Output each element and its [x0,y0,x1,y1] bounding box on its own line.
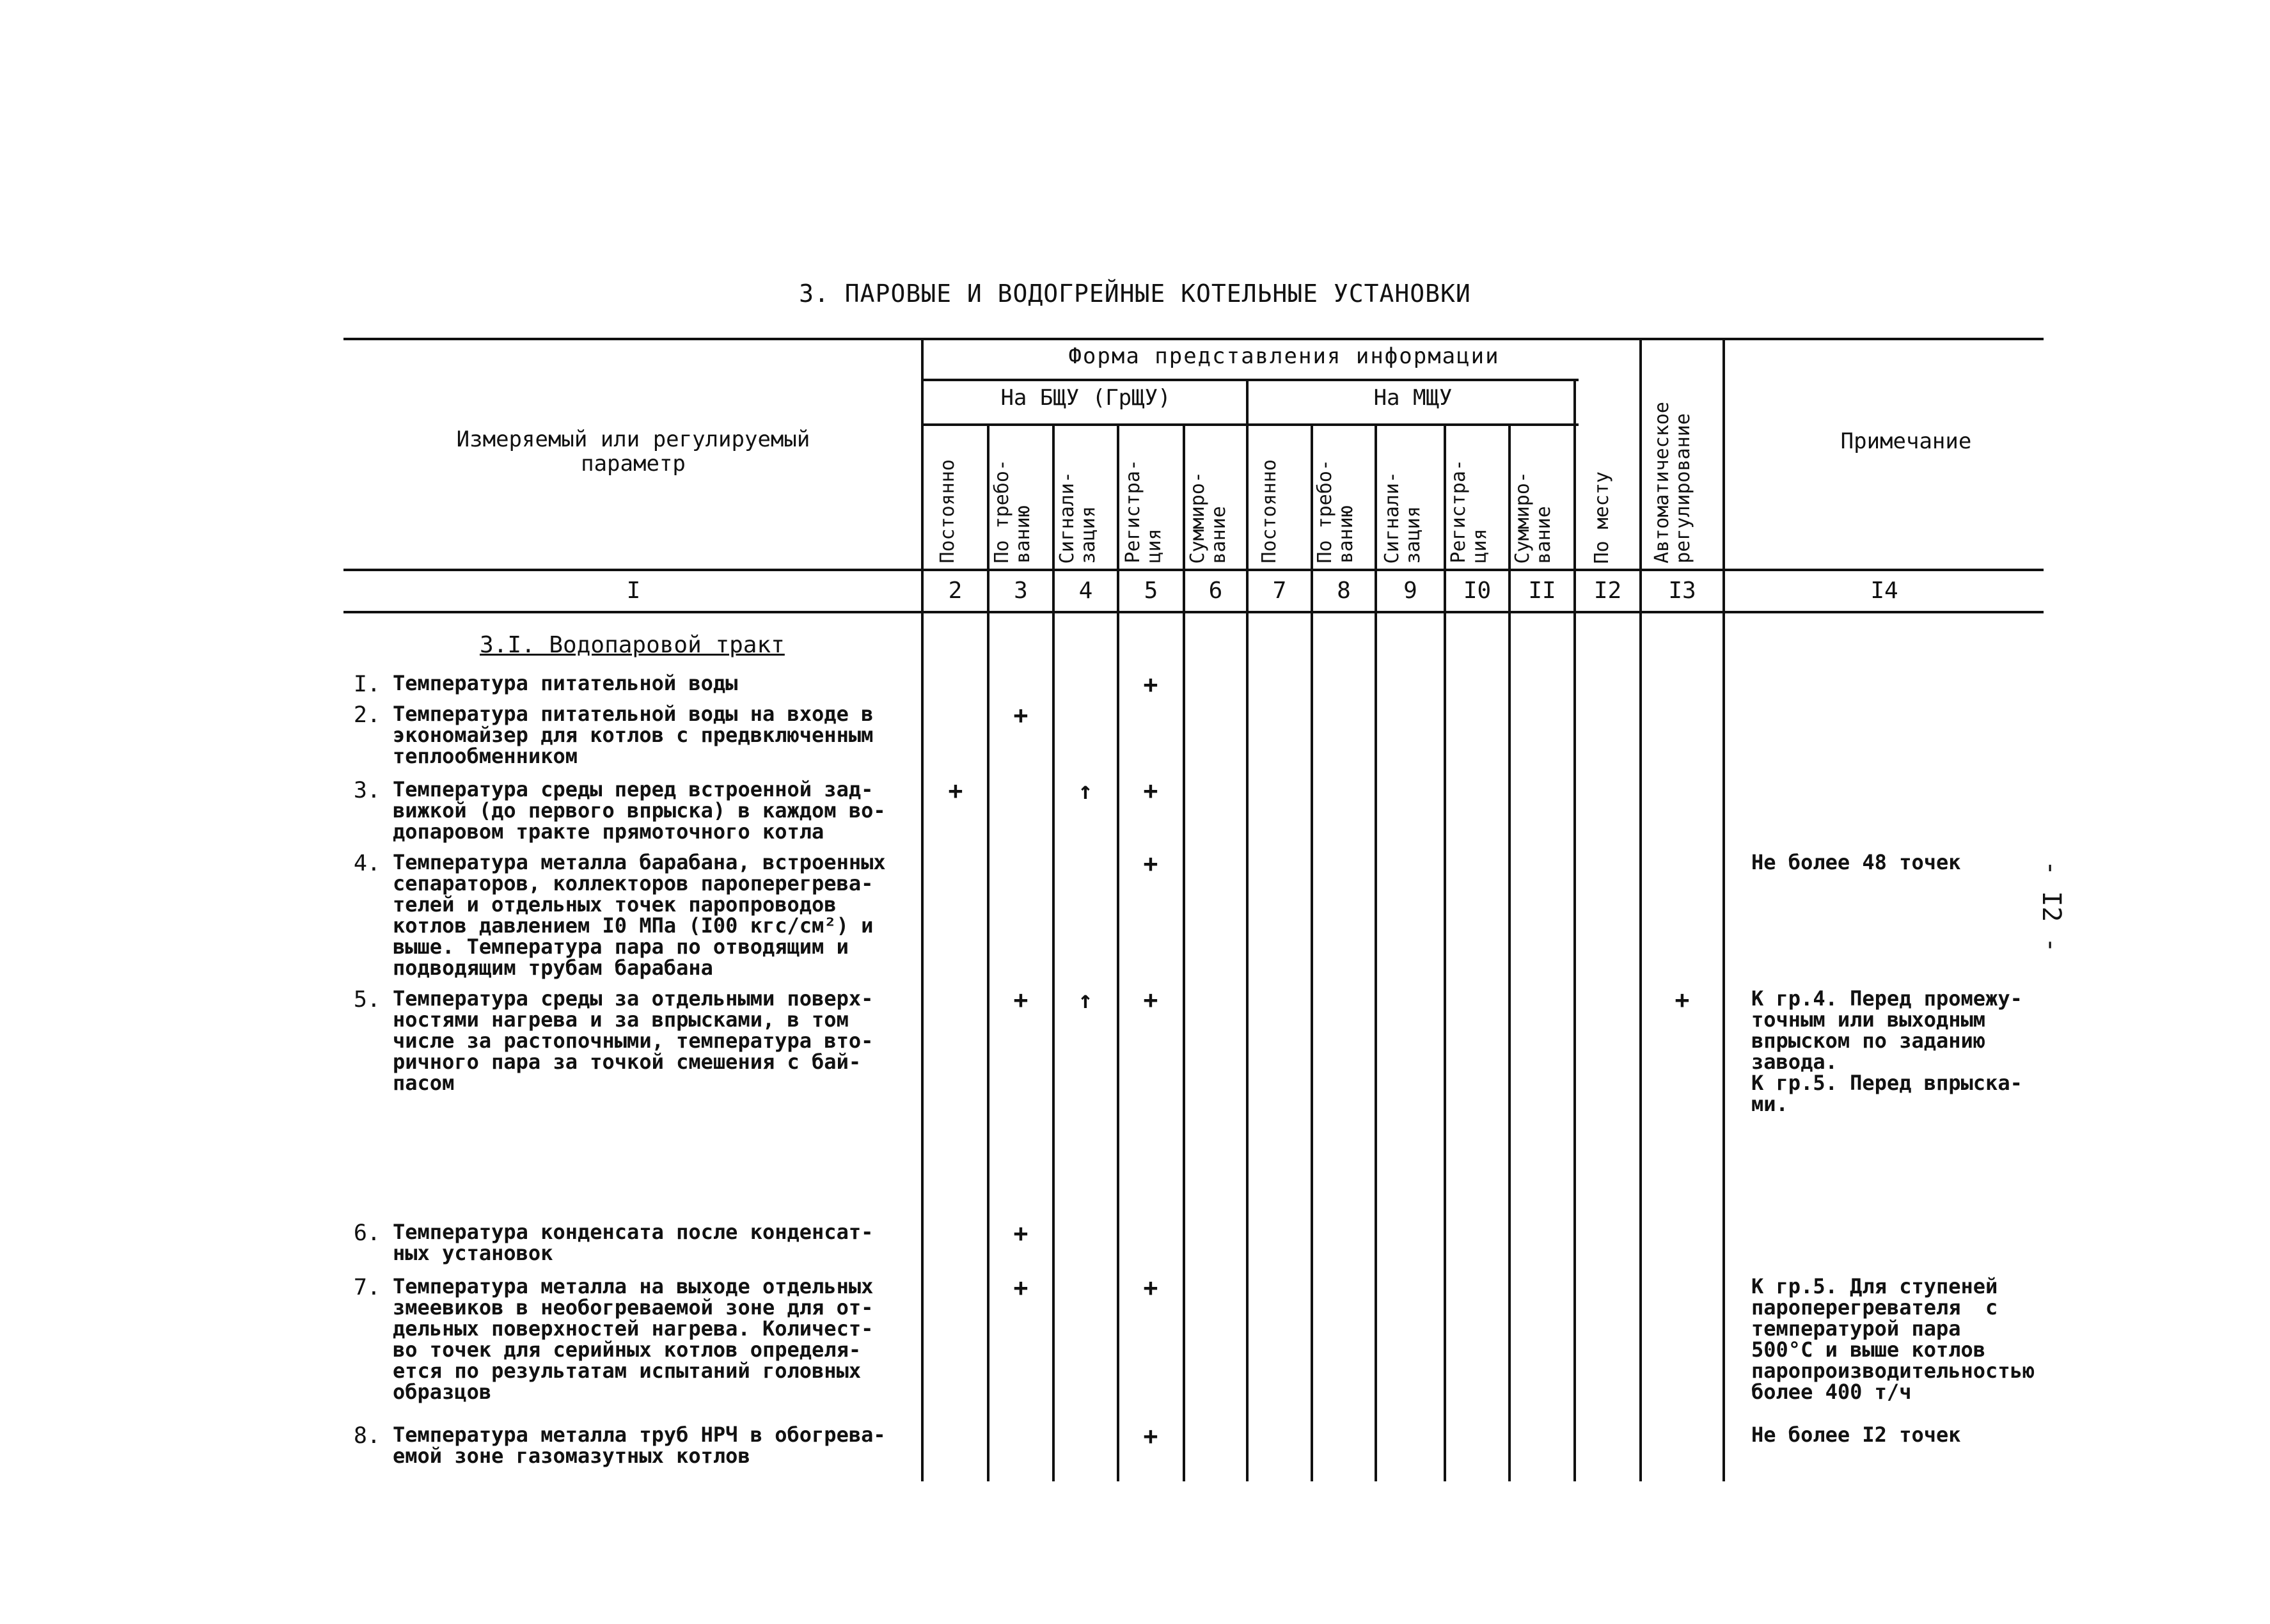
col-number: 6 [1208,578,1223,604]
col-number: 9 [1403,578,1417,604]
arrow-up-mark: ↑ [1078,777,1093,805]
row-note: Не более I2 точек [1751,1423,1961,1447]
row-note: Не более 48 точек [1751,850,1961,874]
row-text: Температура металла барабана, встроенных сепараторов, коллекторов пароперегрева- телей и отдельных точек паропроводов котлов давлением I0 МПа (I00 кгс/см²) и выше. Температура пара по отводящим и подводящим трубам барабана [393,850,886,980]
col-number: 8 [1337,578,1351,604]
row-text: Температура среды за отдельными поверх- ностями нагрева и за впрысками, в том числе за растопочными, температура вто- ричного пара за точкой смешения с бай- пасом [393,986,874,1095]
col-number: I [626,578,641,604]
arrow-up-mark: ↑ [1078,986,1093,1014]
col-number: 4 [1078,578,1093,604]
col-number: II [1528,578,1556,604]
col-header-12: По месту [1591,471,1613,564]
col-header-4: Сигнали- зация [1056,471,1100,564]
col-header-10: Регистра- ция [1447,459,1491,564]
row-note: К гр.4. Перед промежу- точным или выходным впрыском по заданию завода. К гр.5. Перед впрыска- ми. [1751,986,2022,1116]
col-header-5: Регистра- ция [1122,459,1165,564]
col-header-6: Суммиро- вание [1186,471,1230,564]
col-header-13: Автоматическое регулирование [1651,402,1694,564]
col-number: 3 [1014,578,1028,604]
col-header-7: Постоянно [1258,459,1281,564]
col-number: 2 [948,578,963,604]
plus-mark: + [1143,777,1158,805]
plus-mark: + [1143,986,1158,1014]
plus-mark: + [948,777,963,805]
col-number: I3 [1668,578,1696,604]
plus-mark: + [1675,986,1690,1014]
page-title: 3. ПАРОВЫЕ И ВОДОГРЕЙНЫЕ КОТЕЛЬНЫЕ УСТАНОВКИ [799,280,1471,308]
col-number: I4 [1870,578,1898,604]
col-header-9: Сигнали- зация [1381,471,1424,564]
row-number: 6. [353,1220,381,1246]
plus-mark: + [1013,701,1029,729]
param-column-header: Измеряемый или регулируемый параметр [456,427,810,477]
col-header-3: По требо- ванию [991,459,1034,564]
form-header: Форма представления информации [1068,343,1500,369]
plus-mark: + [1013,1219,1029,1247]
note-column-header: Примечание [1840,429,1972,454]
col-number: 5 [1144,578,1158,604]
page-number: - I2 - [2037,860,2066,953]
col-number: I2 [1593,578,1622,604]
row-text: Температура питательной воды на входе в экономайзер для котлов с предвключенным теплообменником [393,702,874,768]
row-number: 5. [353,987,381,1013]
plus-mark: + [1013,1273,1029,1302]
plus-mark: + [1143,670,1158,698]
plus-mark: + [1143,849,1158,878]
plus-mark: + [1013,986,1029,1014]
plus-mark: + [1143,1273,1158,1302]
row-number: 4. [353,851,381,876]
row-text: Температура среды перед встроенной зад- вижкой (до первого впрыска) в каждом во- допаровом тракте прямоточного котла [393,777,886,844]
section-title: 3.I. Водопаровой тракт [480,632,785,658]
group-mshu-header: На МЩУ [1373,385,1453,411]
row-text: Температура конденсата после конденсат- ных установок [393,1220,874,1265]
col-header-8: По требо- ванию [1314,459,1357,564]
row-number: 8. [353,1423,381,1449]
row-text: Температура питательной воды [393,671,738,695]
col-number: I0 [1463,578,1492,604]
col-number: 7 [1272,578,1287,604]
row-text: Температура металла на выходе отдельных змеевиков в необогреваемой зоне для от- дельных поверхностей нагрева. Количест- во точек для серийных котлов определя- ется по результатам испытаний головных образцов [393,1274,874,1404]
group-bshu-header: На БЩУ (ГрЩУ) [1000,385,1171,411]
row-number: 3. [353,778,381,803]
row-number: 7. [353,1275,381,1300]
row-number: I. [353,672,381,697]
plus-mark: + [1143,1422,1158,1450]
row-text: Температура металла труб НРЧ в обогрева- емой зоне газомазутных котлов [393,1423,886,1468]
col-header-11: Суммиро- вание [1511,471,1555,564]
row-note: К гр.5. Для ступеней пароперегревателя с температурой пара 500°С и выше котлов паропроизводительностью более 400 т/ч [1751,1274,2035,1404]
col-header-2: Постоянно [936,459,959,564]
row-number: 2. [353,702,381,728]
